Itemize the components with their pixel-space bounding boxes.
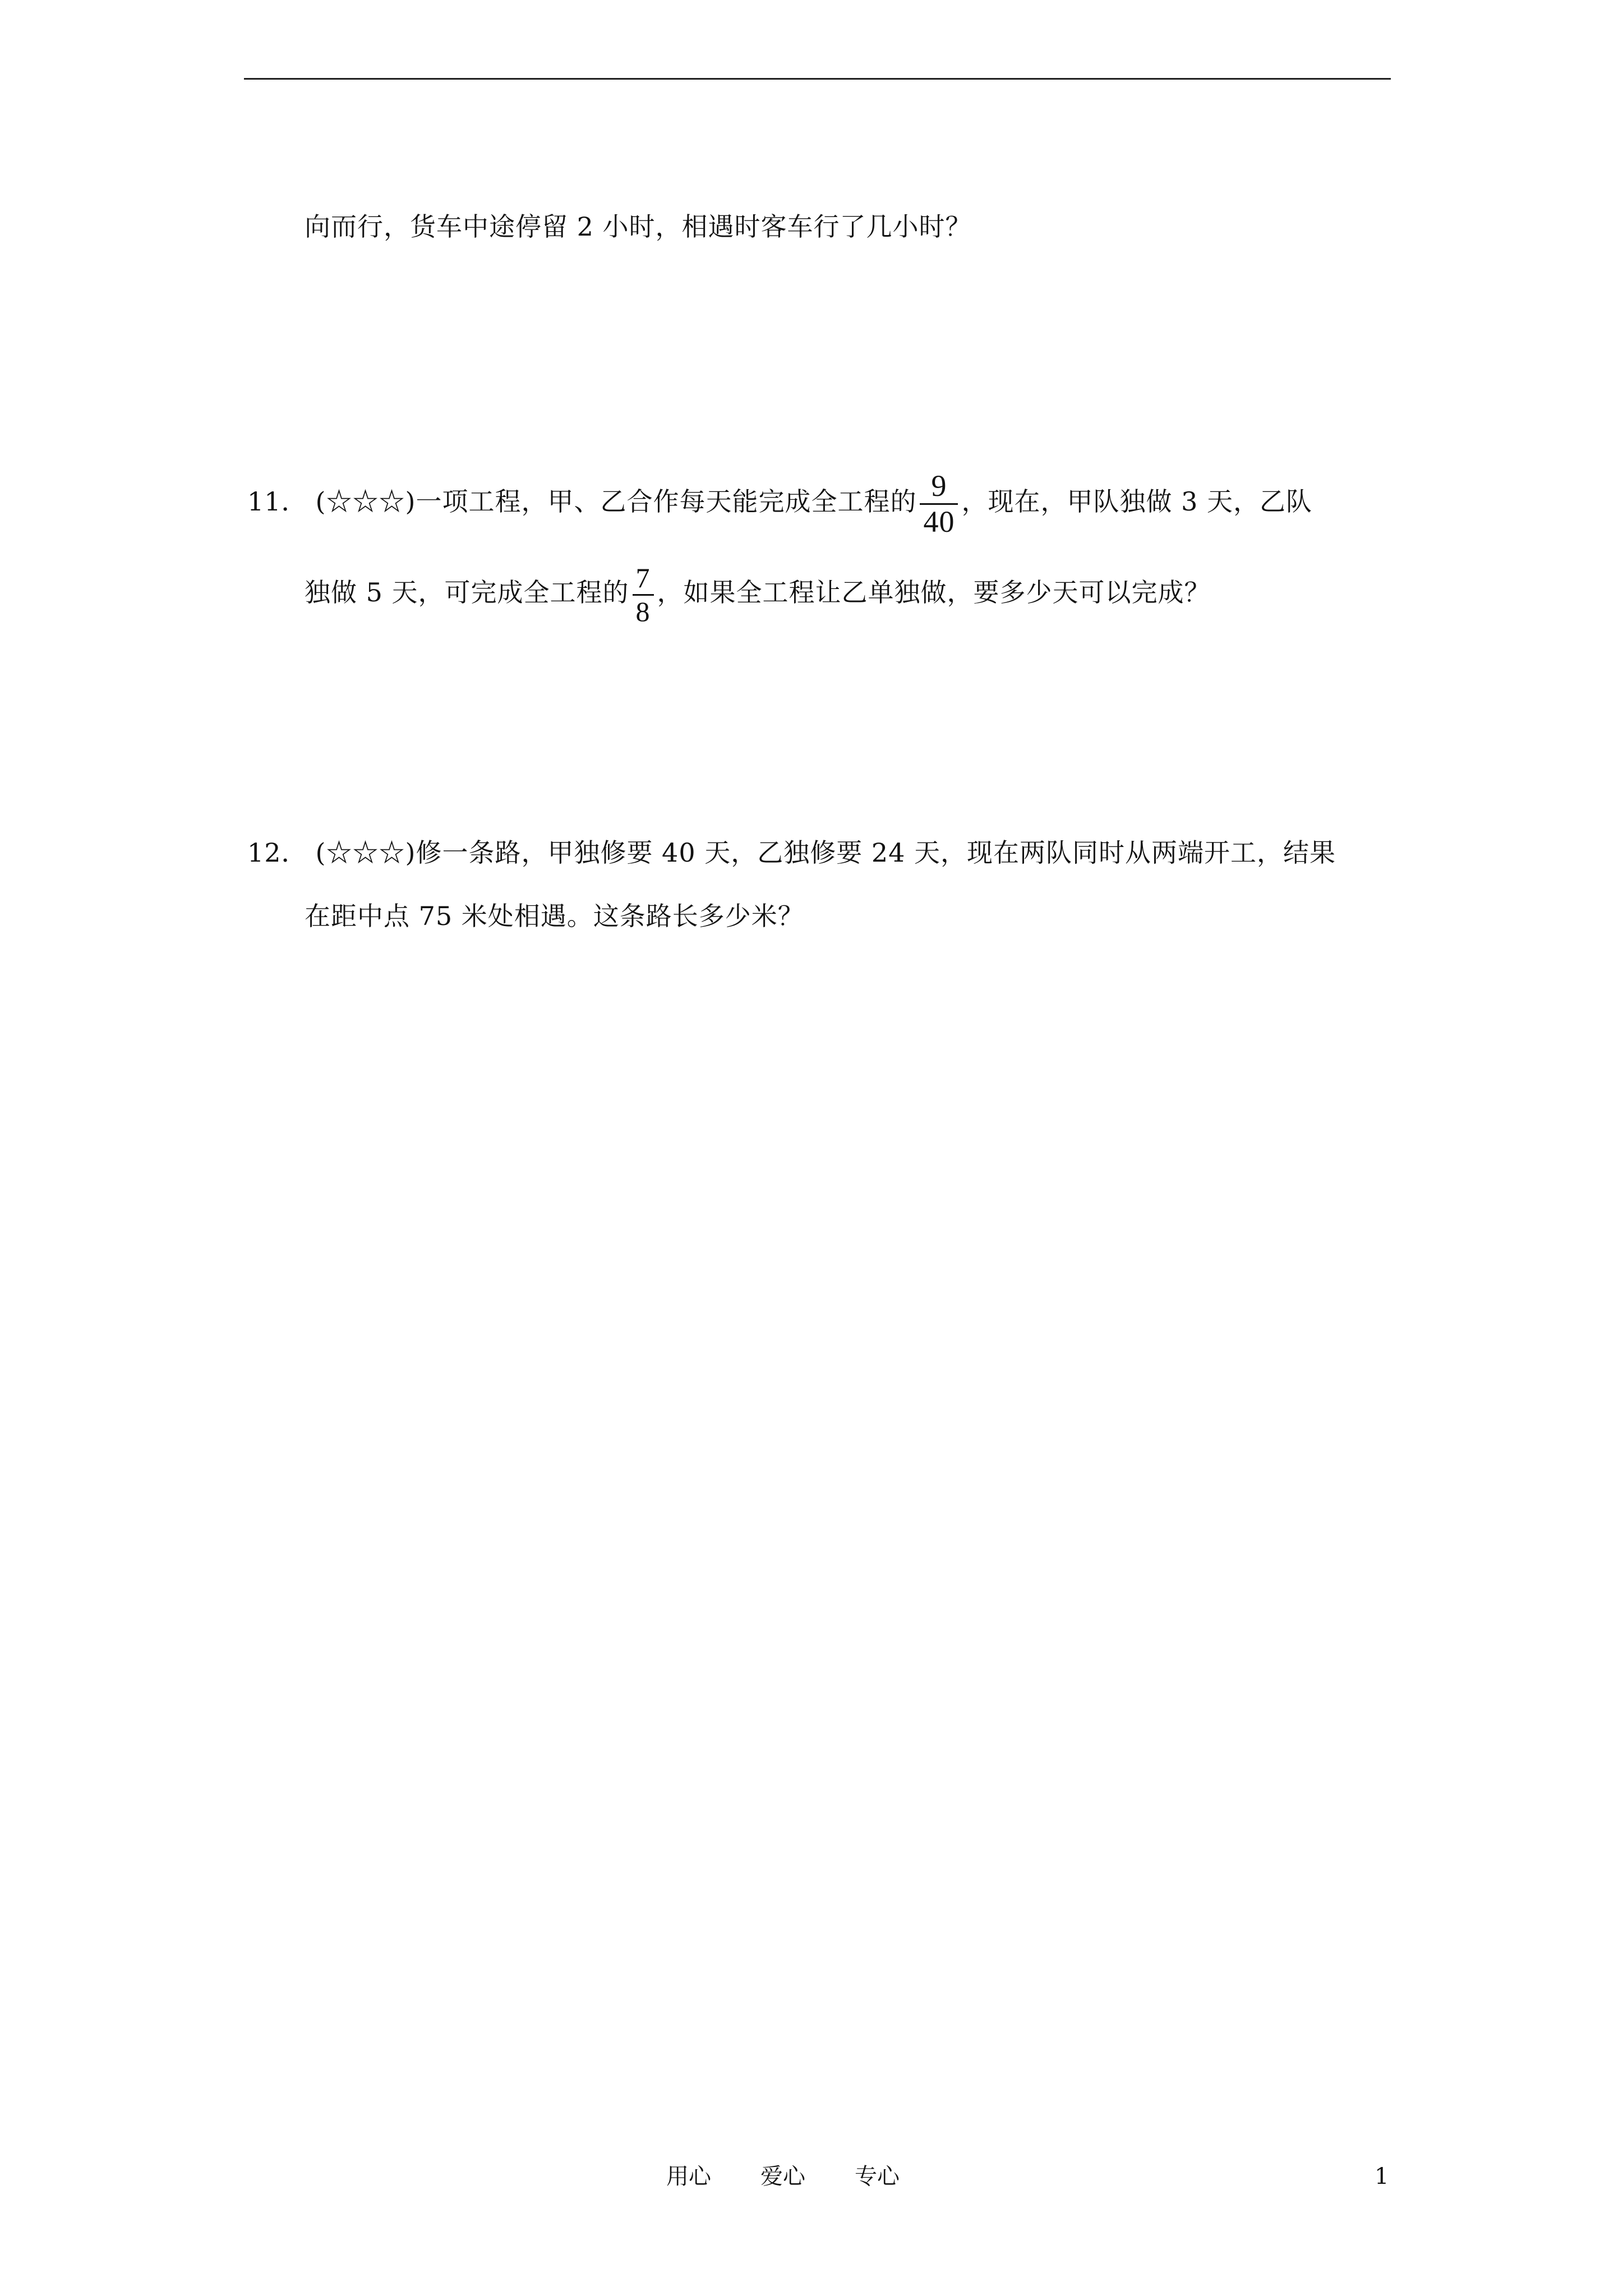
question-11-text-d: ，如果全工程让乙单独做，要多少天可以完成？ xyxy=(657,577,1211,608)
question-10-continuation xyxy=(305,210,972,243)
question-11-line-2 xyxy=(305,563,1211,626)
fraction-numerator: 9 xyxy=(931,469,947,503)
question-11-text-a: (☆☆☆)一项工程，甲、乙合作每天能完成全工程的 xyxy=(315,486,917,517)
fraction-numerator: 7 xyxy=(635,562,651,593)
footer-motto-1: 用心 xyxy=(666,2164,711,2189)
header-rule xyxy=(244,78,1391,80)
question-12-line-2 xyxy=(305,899,804,933)
fraction-denominator: 40 xyxy=(923,504,955,539)
continuation-text: 向而行，货车中途停留 2 小时，相遇时客车行了几小时？ xyxy=(305,211,972,242)
question-12-text-b: 在距中点 75 米处相遇。这条路长多少米？ xyxy=(305,901,804,931)
question-11-number: 11． xyxy=(247,486,308,517)
fraction-denominator: 8 xyxy=(635,595,651,627)
fraction-7-8 xyxy=(633,563,654,626)
footer-motto-3: 专心 xyxy=(855,2164,900,2189)
question-11-text-c: 独做 5 天，可完成全工程的 xyxy=(305,577,629,608)
question-12-line-1 xyxy=(247,836,1336,869)
question-12-number: 12． xyxy=(247,838,308,868)
question-11-line-1 xyxy=(247,470,1312,537)
page-number: 1 xyxy=(1375,2164,1389,2189)
question-11-text-b: ，现在，甲队独做 3 天，乙队 xyxy=(961,486,1312,517)
fraction-9-40 xyxy=(920,470,958,537)
footer-motto-2: 爱心 xyxy=(760,2164,805,2189)
footer-motto xyxy=(666,2162,949,2191)
question-12-text-a: (☆☆☆)修一条路，甲独修要 40 天，乙独修要 24 天，现在两队同时从两端开工，结果 xyxy=(315,838,1336,868)
